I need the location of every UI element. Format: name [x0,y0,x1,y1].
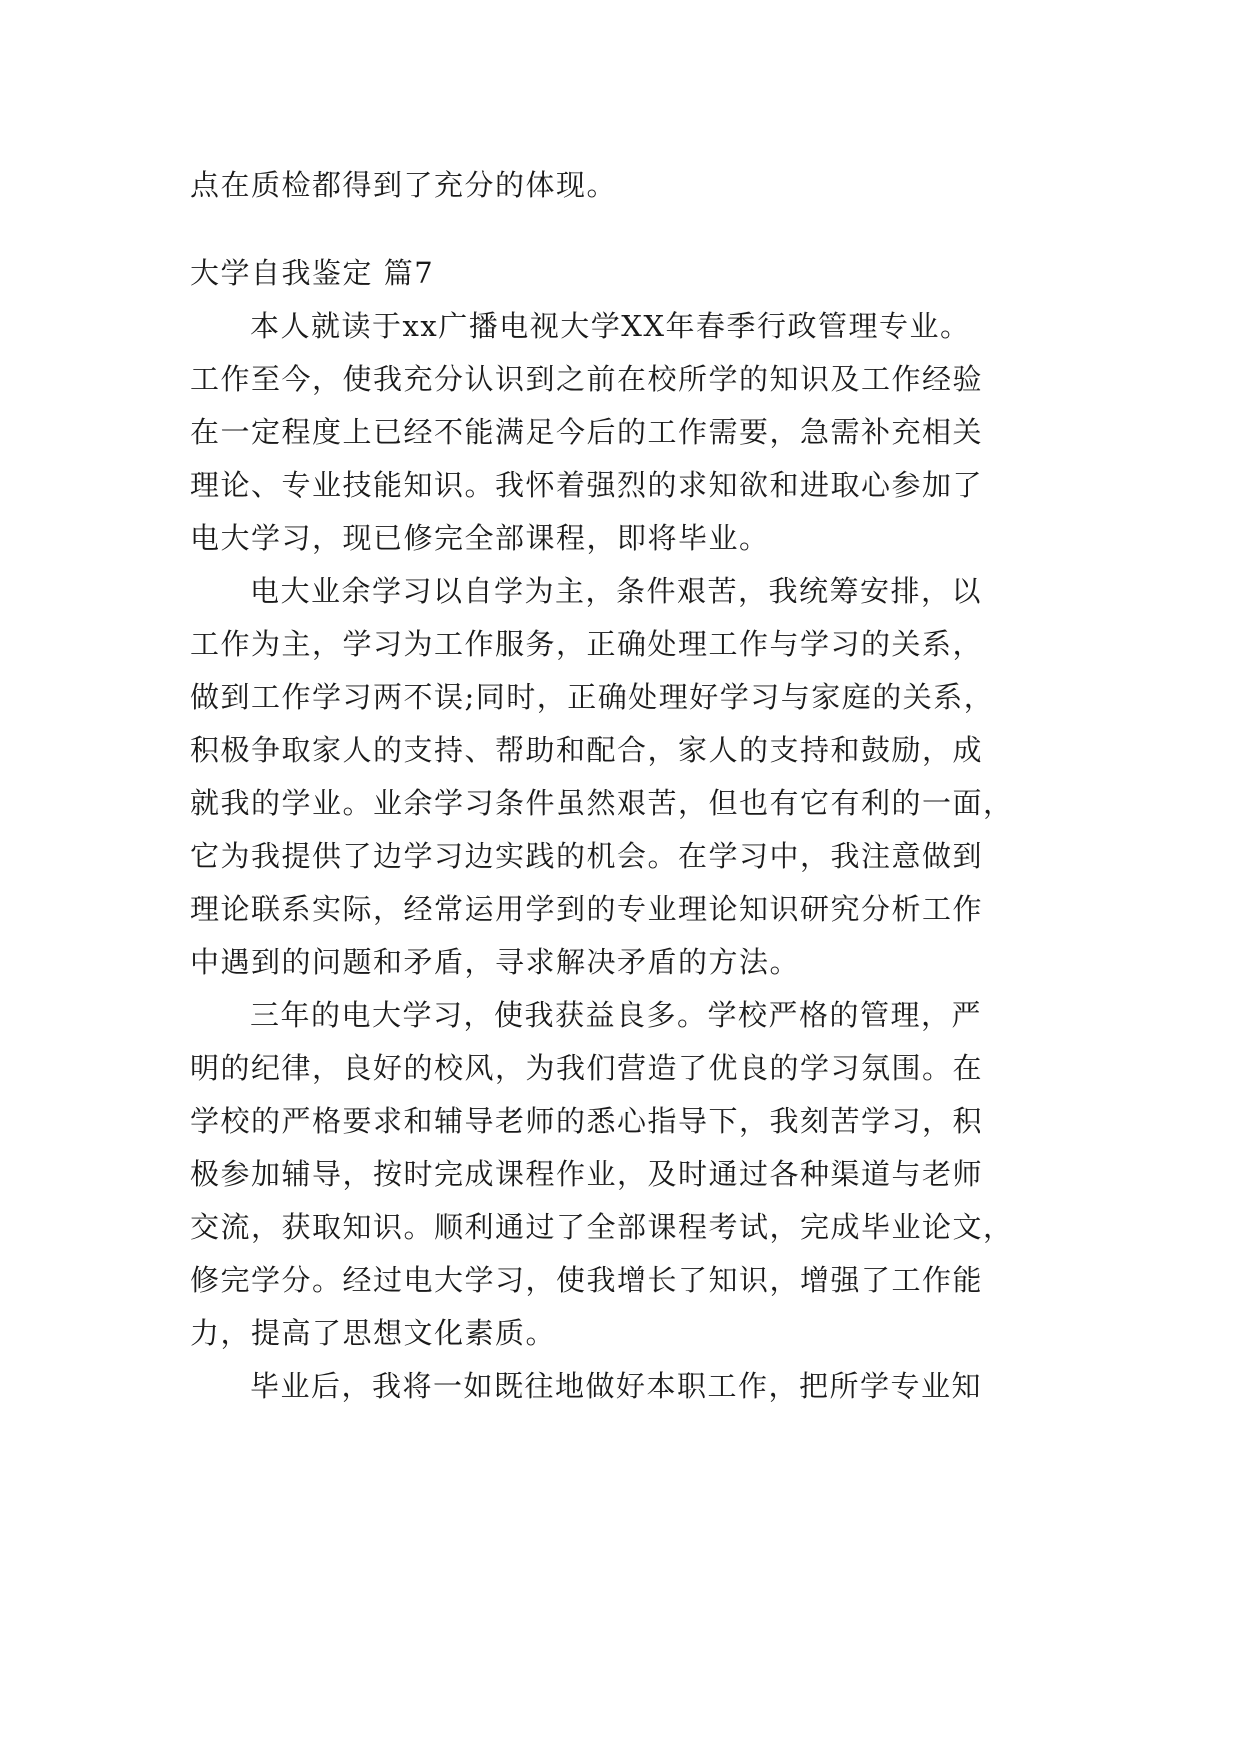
paragraph-2-line-6: 它为我提供了边学习边实践的机会。在学习中，我注意做到 [190,839,984,873]
paragraph-3-line-1: 三年的电大学习，使我获益良多。学校严格的管理，严 [250,998,983,1032]
paragraph-2-line-2: 工作为主，学习为工作服务，正确处理工作与学习的关系， [190,627,984,661]
paragraph-2-line-4: 积极争取家人的支持、帮助和配合，家人的支持和鼓励，成 [190,733,984,767]
text-line-continuation: 点在质检都得到了充分的体现。 [190,168,618,202]
paragraph-2-line-7: 理论联系实际，经常运用学到的专业理论知识研究分析工作 [190,892,984,926]
paragraph-3-line-7: 力，提高了思想文化素质。 [190,1316,557,1350]
paragraph-3-line-5: 交流，获取知识。顺利通过了全部课程考试，完成毕业论文， [190,1210,1014,1244]
paragraph-4-line-1: 毕业后，我将一如既往地做好本职工作，把所学专业知 [250,1369,983,1403]
paragraph-3-line-3: 学校的严格要求和辅导老师的悉心指导下，我刻苦学习，积 [190,1104,984,1138]
paragraph-2-line-3: 做到工作学习两不误;同时，正确处理好学习与家庭的关系， [190,680,995,714]
paragraph-2-line-8: 中遇到的问题和矛盾，寻求解决矛盾的方法。 [190,945,801,979]
paragraph-2-line-1: 电大业余学习以自学为主，条件艰苦，我统筹安排，以 [250,574,983,608]
paragraph-3-line-6: 修完学分。经过电大学习，使我增长了知识，增强了工作能 [190,1263,984,1297]
paragraph-1-line-3: 在一定程度上已经不能满足今后的工作需要，急需补充相关 [190,415,984,449]
paragraph-1-line-2: 工作至今，使我充分认识到之前在校所学的知识及工作经验 [190,362,984,396]
paragraph-3-line-4: 极参加辅导，按时完成课程作业，及时通过各种渠道与老师 [190,1157,984,1191]
paragraph-1-line-5: 电大学习，现已修完全部课程，即将毕业。 [190,521,770,555]
paragraph-1-line-4: 理论、专业技能知识。我怀着强烈的求知欲和进取心参加了 [190,468,984,502]
paragraph-2-line-5: 就我的学业。业余学习条件虽然艰苦，但也有它有利的一面， [190,786,1014,820]
section-heading: 大学自我鉴定 篇7 [190,256,435,290]
paragraph-1-line-1: 本人就读于xx广播电视大学XX年春季行政管理专业。 [250,309,971,343]
paragraph-3-line-2: 明的纪律，良好的校风，为我们营造了优良的学习氛围。在 [190,1051,984,1085]
